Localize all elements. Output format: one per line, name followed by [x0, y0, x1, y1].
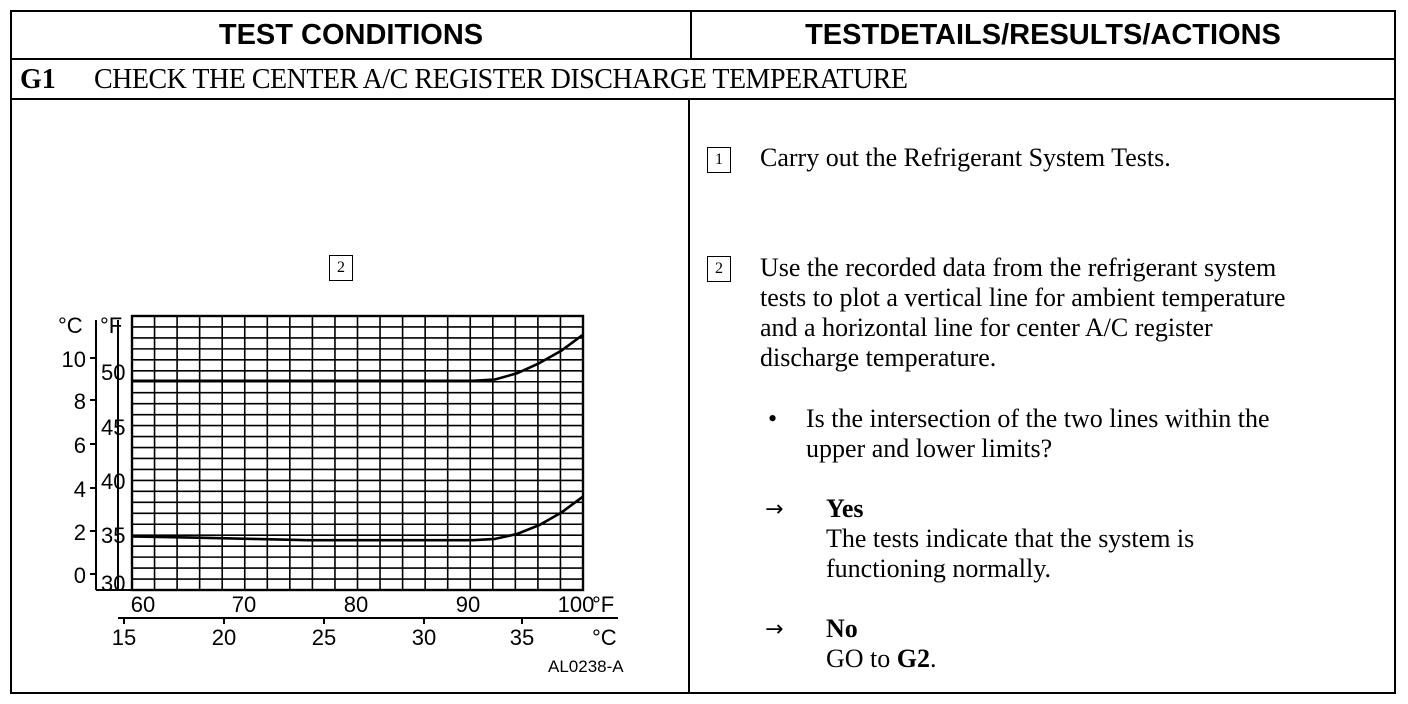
step-1-badge: 1	[707, 147, 731, 173]
no-action	[826, 644, 937, 674]
no-label: No	[826, 614, 858, 643]
x-fahrenheit-tick-label: 60	[130, 592, 156, 617]
yes-arrow-icon: →	[765, 497, 784, 522]
y-fahrenheit-tick-label: 35	[101, 523, 126, 548]
no-answer	[826, 614, 937, 674]
step-2-line: Use the recorded data from the refrigerant system	[760, 253, 1277, 282]
y-fahrenheit-tick-label: 45	[101, 415, 126, 440]
no-target-link[interactable]: G2	[896, 644, 931, 673]
y-unit-fahrenheit-label: °F	[100, 313, 123, 338]
y-celsius-tick-label: 10	[61, 347, 86, 372]
y-fahrenheit-tick-label: 40	[101, 469, 126, 494]
y-fahrenheit-tick-label: 30	[101, 571, 126, 596]
step-2-text	[760, 253, 1286, 373]
x-celsius-tick-label: 35	[509, 625, 535, 650]
y-fahrenheit-tick-label: 50	[101, 360, 126, 385]
y-celsius-tick-label: 6	[73, 433, 86, 458]
step-2-line: tests to plot a vertical line for ambient temperature	[760, 283, 1286, 312]
test-conditions-header: TEST CONDITIONS	[12, 12, 692, 58]
y-unit-celsius-label: °C	[58, 313, 83, 338]
yes-label: Yes	[826, 494, 864, 523]
y-celsius-tick-label: 0	[73, 563, 86, 588]
x-unit-celsius-label: °C	[592, 625, 617, 650]
x-celsius-tick-label: 30	[411, 625, 437, 650]
x-fahrenheit-tick-label: 70	[231, 592, 257, 617]
step-2-badge: 2	[707, 256, 731, 282]
yes-line: functioning normally.	[826, 554, 1052, 583]
no-prefix: GO to	[826, 644, 897, 673]
question-bullet: •	[768, 404, 778, 433]
no-arrow-icon: →	[765, 617, 784, 642]
question-line: upper and lower limits?	[806, 434, 1053, 463]
step-1-text: Carry out the Refrigerant System Tests.	[760, 143, 1171, 172]
test-details-header: TESTDETAILS/RESULTS/ACTIONS	[805, 18, 1281, 51]
x-celsius-tick-label: 25	[311, 625, 337, 650]
step-2-line: and a horizontal line for center A/C register	[760, 313, 1213, 342]
x-fahrenheit-tick-label: 80	[343, 592, 369, 617]
chart-labels	[58, 313, 624, 676]
chart-grid	[132, 316, 583, 590]
question-line: Is the intersection of the two lines within the	[806, 404, 1270, 433]
y-celsius-tick-label: 2	[73, 520, 86, 545]
section-title: CHECK THE CENTER A/C REGISTER DISCHARGE TEMPERATURE	[94, 64, 908, 95]
question-text	[806, 404, 1270, 464]
figure-reference-code: AL0238-A	[548, 657, 624, 676]
no-suffix: .	[930, 644, 937, 673]
yes-answer	[826, 494, 1194, 584]
figure-step-badge: 2	[329, 255, 353, 281]
yes-line: The tests indicate that the system is	[826, 524, 1195, 553]
y-celsius-tick-label: 8	[73, 389, 86, 414]
x-fahrenheit-tick-label: 90	[455, 592, 481, 617]
x-unit-fahrenheit-label: °F	[592, 592, 615, 617]
section-id: G1	[20, 64, 56, 95]
y-celsius-tick-label: 4	[73, 477, 86, 502]
x-fahrenheit-tick-label: 100	[557, 592, 595, 617]
step-2-line: discharge temperature.	[760, 343, 997, 372]
x-celsius-tick-label: 15	[111, 625, 137, 650]
x-celsius-tick-label: 20	[211, 625, 237, 650]
